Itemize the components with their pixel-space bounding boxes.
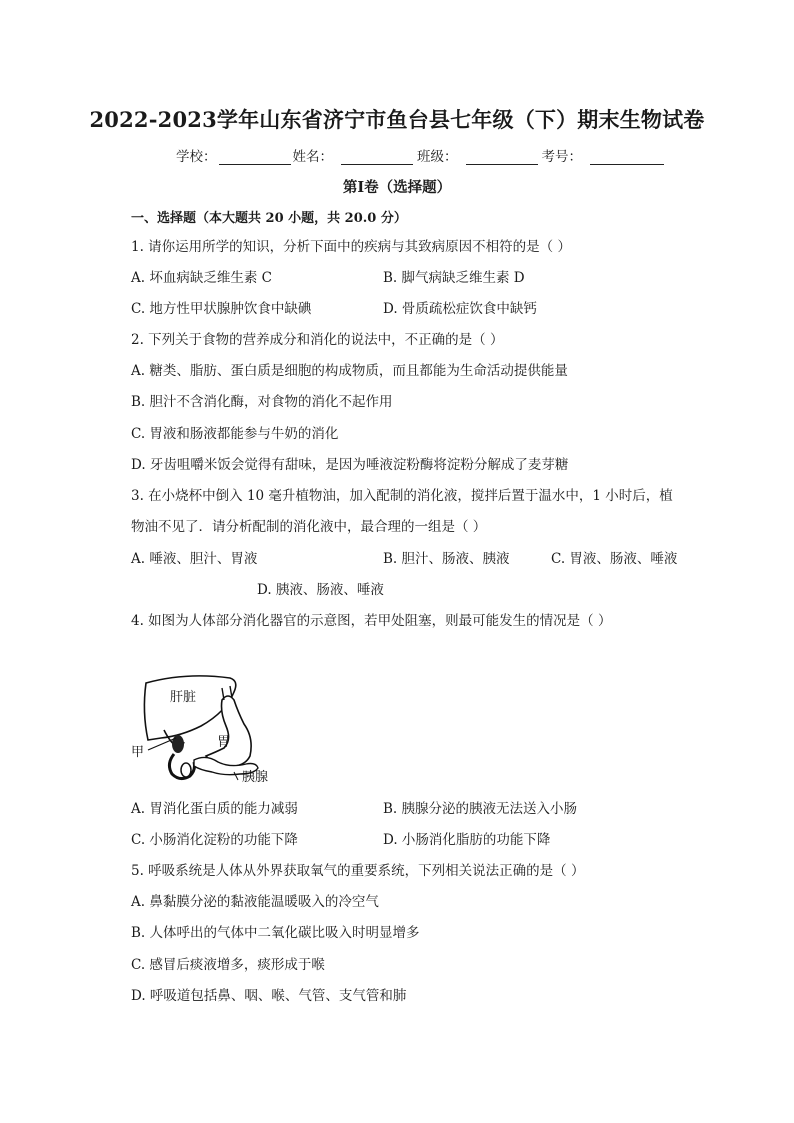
jia-label: 甲 (131, 745, 145, 760)
question-2-option-d[interactable]: D. 牙齿咀嚼米饭会觉得有甜味，是因为唾液淀粉酶将淀粉分解成了麦芽糖 (131, 457, 569, 473)
question-5-stem: 5. 呼吸系统是人体从外界获取氧气的重要系统，下列相关说法正确的是（ ） (131, 863, 585, 879)
digestive-organs-diagram (126, 668, 296, 793)
exam-no-blank[interactable] (590, 150, 664, 165)
question-5-option-c[interactable]: C. 感冒后痰液增多，痰形成于喉 (131, 957, 325, 973)
stomach-label: 胃 (217, 735, 231, 750)
question-2-stem: 2. 下列关于食物的营养成分和消化的说法中，不正确的是（ ） (131, 332, 504, 348)
name-label: 姓名： (292, 149, 333, 165)
question-1-option-b[interactable]: B. 脚气病缺乏维生素 D (383, 270, 525, 286)
question-2-option-b[interactable]: B. 胆汁不含消化酶，对食物的消化不起作用 (131, 394, 393, 410)
class-label: 班级： (417, 149, 458, 165)
question-3-option-c[interactable]: C. 胃液、肠液、唾液 (551, 551, 678, 567)
question-4-option-a[interactable]: A. 胃消化蛋白质的能力减弱 (131, 801, 298, 817)
student-info-row (176, 145, 664, 165)
question-2-option-a[interactable]: A. 糖类、脂肪、蛋白质是细胞的构成物质，而且都能为生命活动提供能量 (131, 363, 568, 379)
question-4-option-c[interactable]: C. 小肠消化淀粉的功能下降 (131, 832, 298, 848)
question-4-stem: 4. 如图为人体部分消化器官的示意图，若甲处阻塞，则最可能发生的情况是（ ） (131, 613, 612, 629)
question-5-option-a[interactable]: A. 鼻黏膜分泌的黏液能温暖吸入的冷空气 (131, 894, 379, 910)
question-3-stem-line-1: 3. 在小烧杯中倒入 10 毫升植物油，加入配制的消化液，搅拌后置于温水中，1 小时后，植 (131, 488, 673, 504)
question-5-option-b[interactable]: B. 人体呼出的气体中二氧化碳比吸入时明显增多 (131, 925, 420, 941)
question-1-stem: 1. 请你运用所学的知识，分析下面中的疾病与其致病原因不相符的是（ ） (131, 239, 571, 255)
question-1-option-c[interactable]: C. 地方性甲状腺肿饮食中缺碘 (131, 301, 312, 317)
school-blank[interactable] (219, 150, 291, 165)
page-title: 2022-2023学年山东省济宁市鱼台县七年级（下）期末生物试卷 (89, 107, 705, 132)
section-title: 第I卷（选择题） (342, 179, 452, 196)
school-label: 学校： (176, 149, 217, 165)
class-blank[interactable] (466, 150, 538, 165)
section-desc: 一、选择题（本大题共 20 小题，共 20.0 分） (131, 211, 407, 226)
gallbladder-shape (172, 735, 184, 753)
question-4-option-d[interactable]: D. 小肠消化脂肪的功能下降 (383, 832, 551, 848)
question-2-option-c[interactable]: C. 胃液和肠液都能参与牛奶的消化 (131, 426, 339, 442)
question-3-option-b[interactable]: B. 胆汁、肠液、胰液 (383, 551, 510, 567)
name-blank[interactable] (341, 150, 413, 165)
question-3-option-a[interactable]: A. 唾液、胆汁、胃液 (131, 551, 258, 567)
question-1-option-a[interactable]: A. 坏血病缺乏维生素 C (131, 270, 272, 286)
intestine-opening-shape (181, 763, 191, 777)
question-1-option-d[interactable]: D. 骨质疏松症饮食中缺钙 (383, 301, 537, 317)
question-5-option-d[interactable]: D. 呼吸道包括鼻、咽、喉、气管、支气管和肺 (131, 988, 407, 1004)
question-3-option-d[interactable]: D. 胰液、肠液、唾液 (257, 582, 384, 598)
question-3-stem-line-2: 物油不见了．请分析配制的消化液中，最合理的一组是（ ） (131, 519, 487, 535)
liver-label: 肝脏 (170, 690, 197, 705)
question-4-option-b[interactable]: B. 胰腺分泌的胰液无法送入小肠 (383, 801, 578, 817)
pancreas-label: 胰腺 (242, 770, 269, 785)
exam-no-label: 考号： (541, 149, 582, 165)
